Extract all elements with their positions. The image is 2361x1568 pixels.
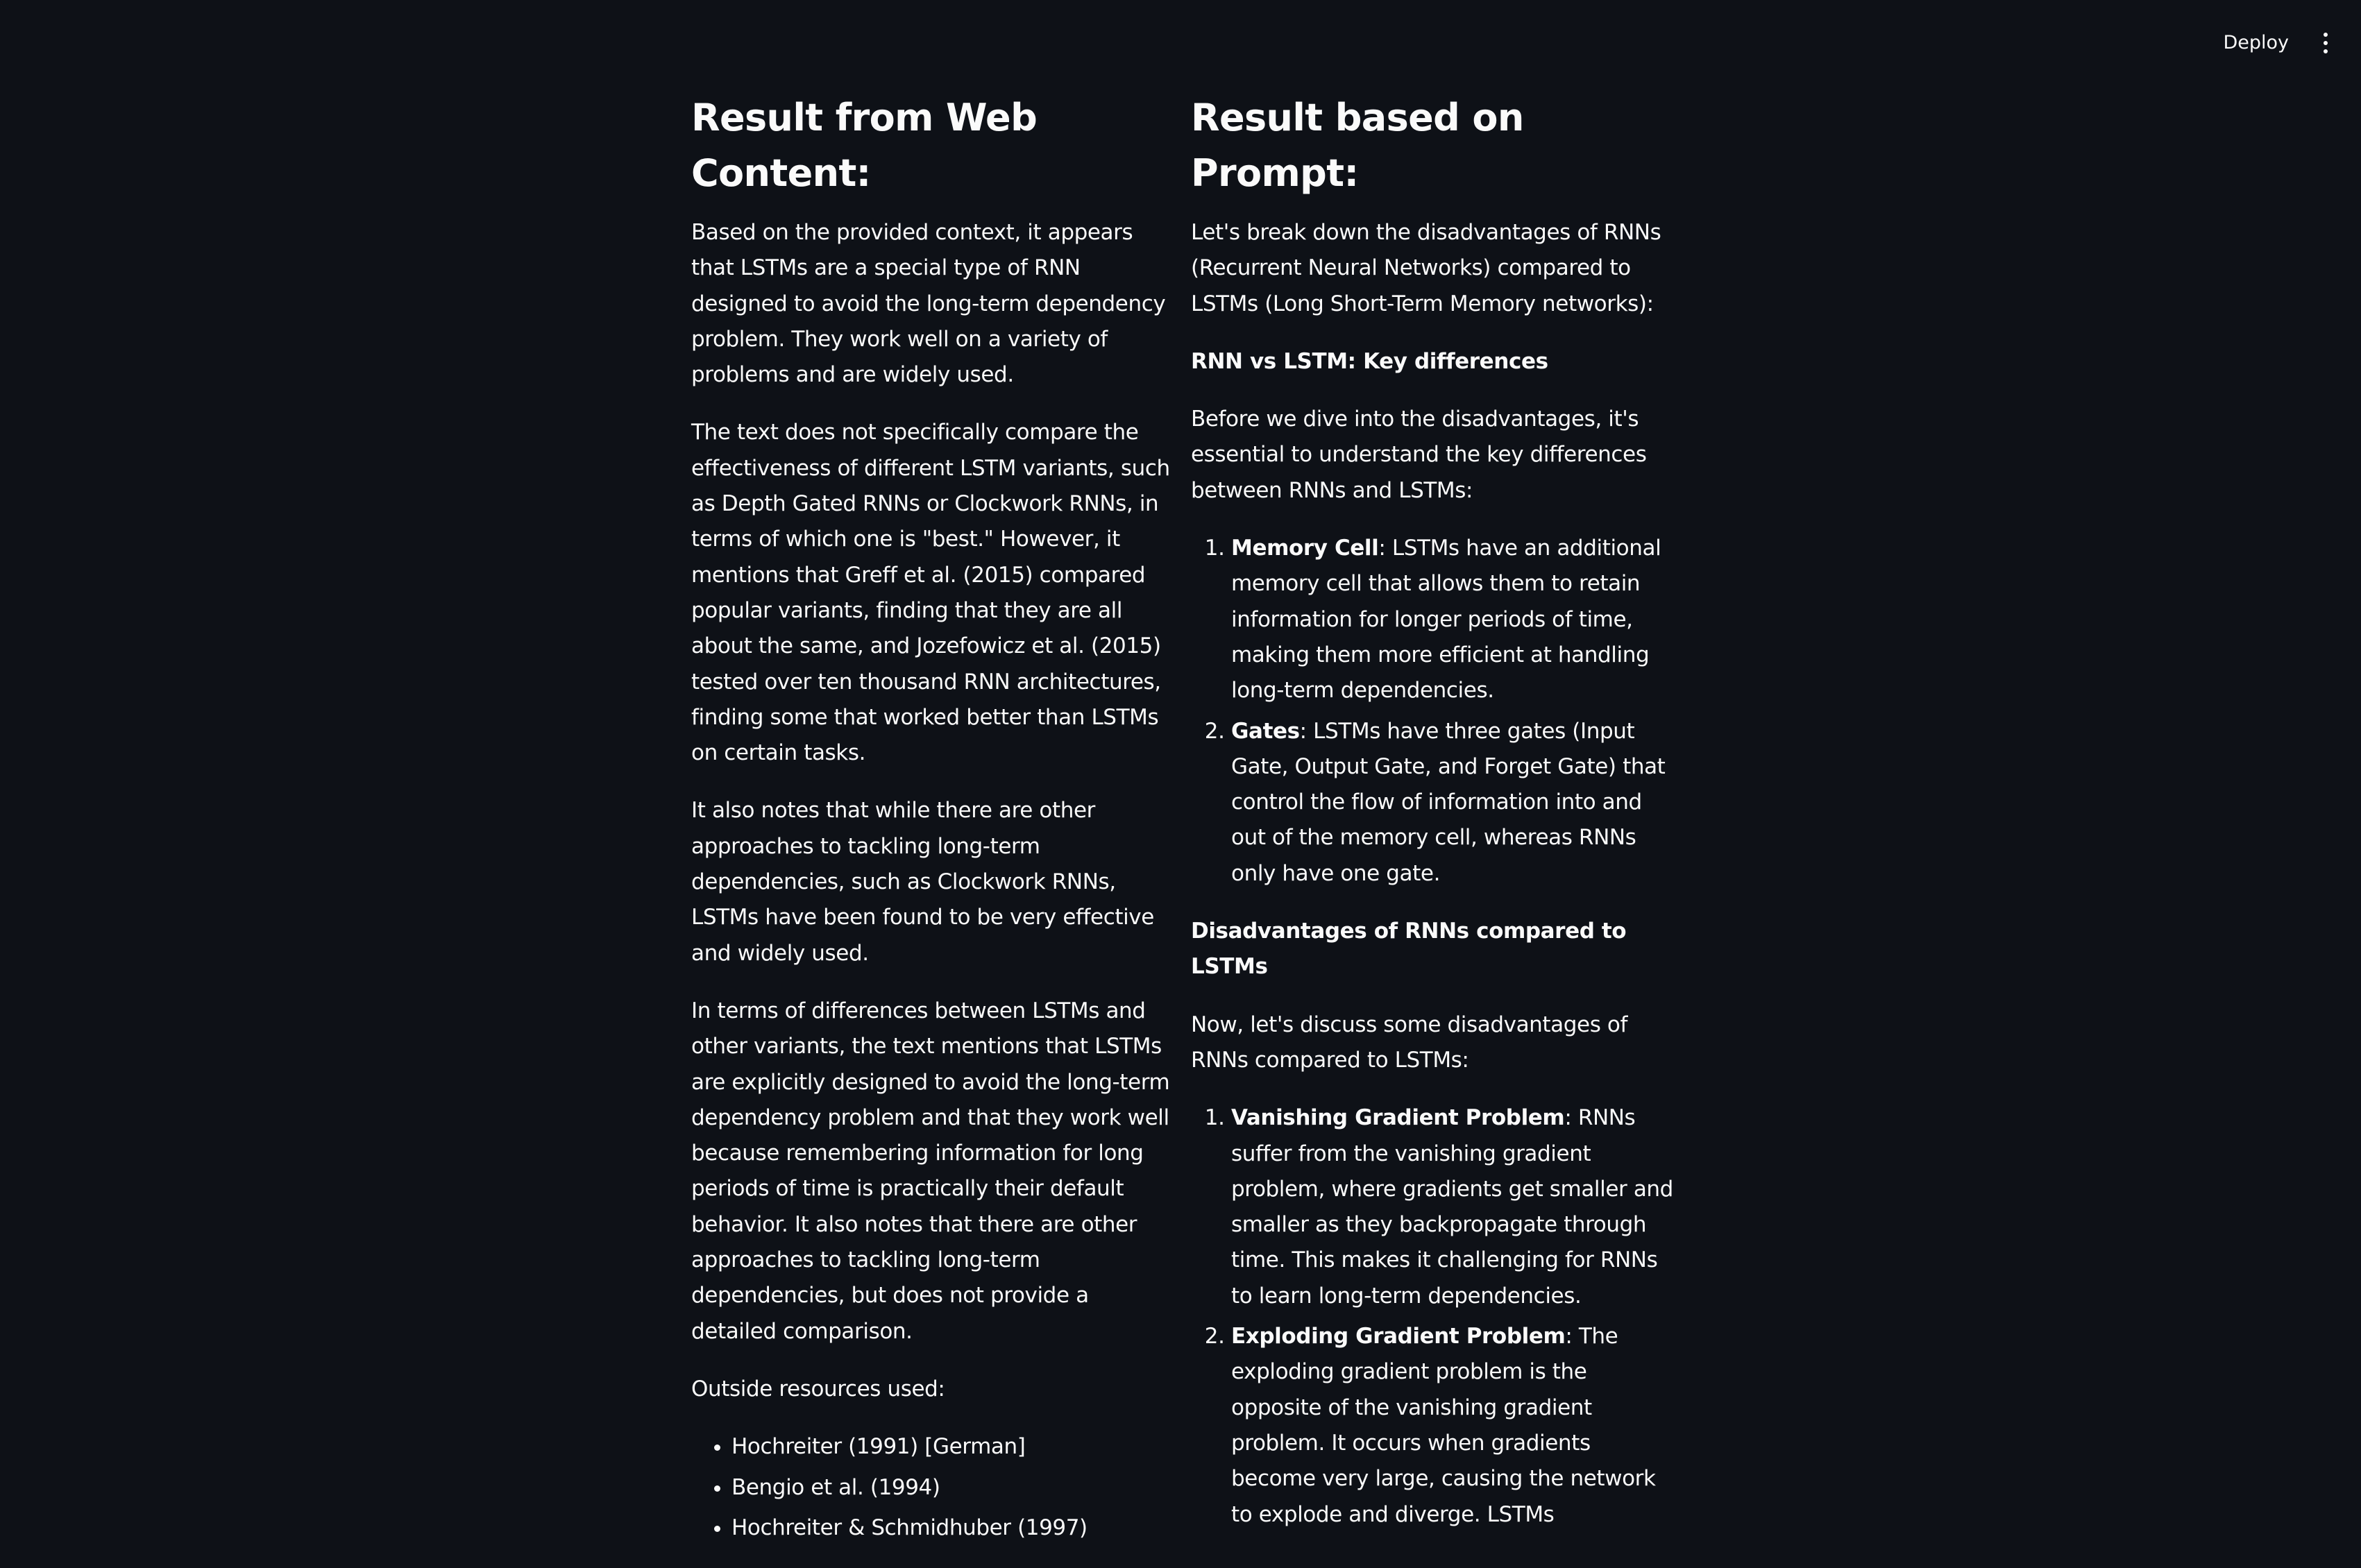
section-heading <box>1191 914 1677 985</box>
list-item: • Bengio et al. (1994) <box>731 1470 1177 1506</box>
web-content-title: Result from Web Content: <box>691 96 1038 195</box>
web-content-column <box>691 90 1177 1568</box>
list-item: • Hochreiter & Schmidhuber (1997) <box>731 1510 1177 1546</box>
section-heading-text: RNN vs LSTM: Key differences <box>1191 348 1548 374</box>
menu-dot <box>2324 33 2328 37</box>
resources-list <box>691 1429 1177 1546</box>
description: : RNNs suffer from the vanishing gradient problem, where gradients get smaller and smaller as they backpropagate through time. This makes it challenging for RNNs to learn long-term dependencies. <box>1231 1105 1673 1309</box>
deploy-button[interactable]: Deploy <box>2213 28 2299 58</box>
description: : LSTMs have three gates (Input Gate, Output Gate, and Forget Gate) that control the flow of information into and out of the memory cell, whereas RNNs only have one gate. <box>1231 718 1666 886</box>
description: : The exploding gradient problem is the opposite of the vanishing gradient problem. It occurs when gradients become very large, causing the network to explode and diverge. LSTMs <box>1231 1324 1656 1527</box>
resources-label: Outside resources used: <box>691 1376 945 1401</box>
paragraph: Let's break down the disadvantages of RNNs (Recurrent Neural Networks) compared to LSTMs (Long Short-Term Memory networks): <box>1191 220 1661 316</box>
paragraph: Now, let's discuss some disadvantages of RNNs compared to LSTMs: <box>1191 1012 1628 1073</box>
paragraph: In terms of differences between LSTMs and other variants, the text mentions that LSTMs are explicitly designed to avoid the long-term dependency problem and that they work well because remembering information for long periods of time is practically their default behavior. It also notes that there are other approaches to tackling long-term dependencies, but does not provide a detailed comparison. <box>691 998 1170 1344</box>
menu-dot <box>2324 41 2328 45</box>
list-item <box>1231 1100 1677 1314</box>
term: Gates <box>1231 718 1300 744</box>
list-item <box>1231 531 1677 708</box>
paragraph: Before we dive into the disadvantages, it's essential to understand the key differences between RNNs and LSTMs: <box>1191 407 1647 503</box>
paragraph: It also notes that while there are other approaches to tackling long-term dependencies, such as Clockwork RNNs, LSTMs have been found to be very effective and widely used. <box>691 798 1154 966</box>
term: Memory Cell <box>1231 536 1379 561</box>
app-header <box>0 0 2361 83</box>
differences-list <box>1191 531 1677 892</box>
list-item: • Hochreiter (1991) [German] <box>731 1429 1177 1465</box>
more-vertical-icon[interactable] <box>2317 28 2335 58</box>
description: : LSTMs have an additional memory cell that allows them to retain information for longer periods of time, making them more efficient at handling long-term dependencies. <box>1231 536 1661 704</box>
paragraph: Based on the provided context, it appears that LSTMs are a special type of RNN designed to avoid the long-term dependency problem. They work well on a variety of problems and are widely used. <box>691 220 1166 388</box>
list-item <box>1231 1319 1677 1533</box>
menu-dot <box>2324 49 2328 53</box>
prompt-title: Result based on Prompt: <box>1191 96 1524 195</box>
term: Exploding Gradient Problem <box>1231 1324 1566 1349</box>
disadvantages-list <box>1191 1100 1677 1533</box>
list-item <box>1231 714 1677 892</box>
paragraph: The text does not specifically compare the effectiveness of different LSTM variants, such as Depth Gated RNNs or Clockwork RNNs, in terms of which one is "best." However, it mentions that Greff et al. (2015) compared popular variants, finding that they are all about the same, and Jozefowicz et al. (2015) tested over ten thousand RNN architectures, finding some that worked better than LSTMs on certain tasks. <box>691 420 1170 766</box>
term: Vanishing Gradient Problem <box>1231 1105 1565 1131</box>
prompt-column <box>1191 90 1677 1555</box>
section-heading <box>1191 344 1677 380</box>
section-heading-text: Disadvantages of RNNs compared to LSTMs <box>1191 919 1627 980</box>
